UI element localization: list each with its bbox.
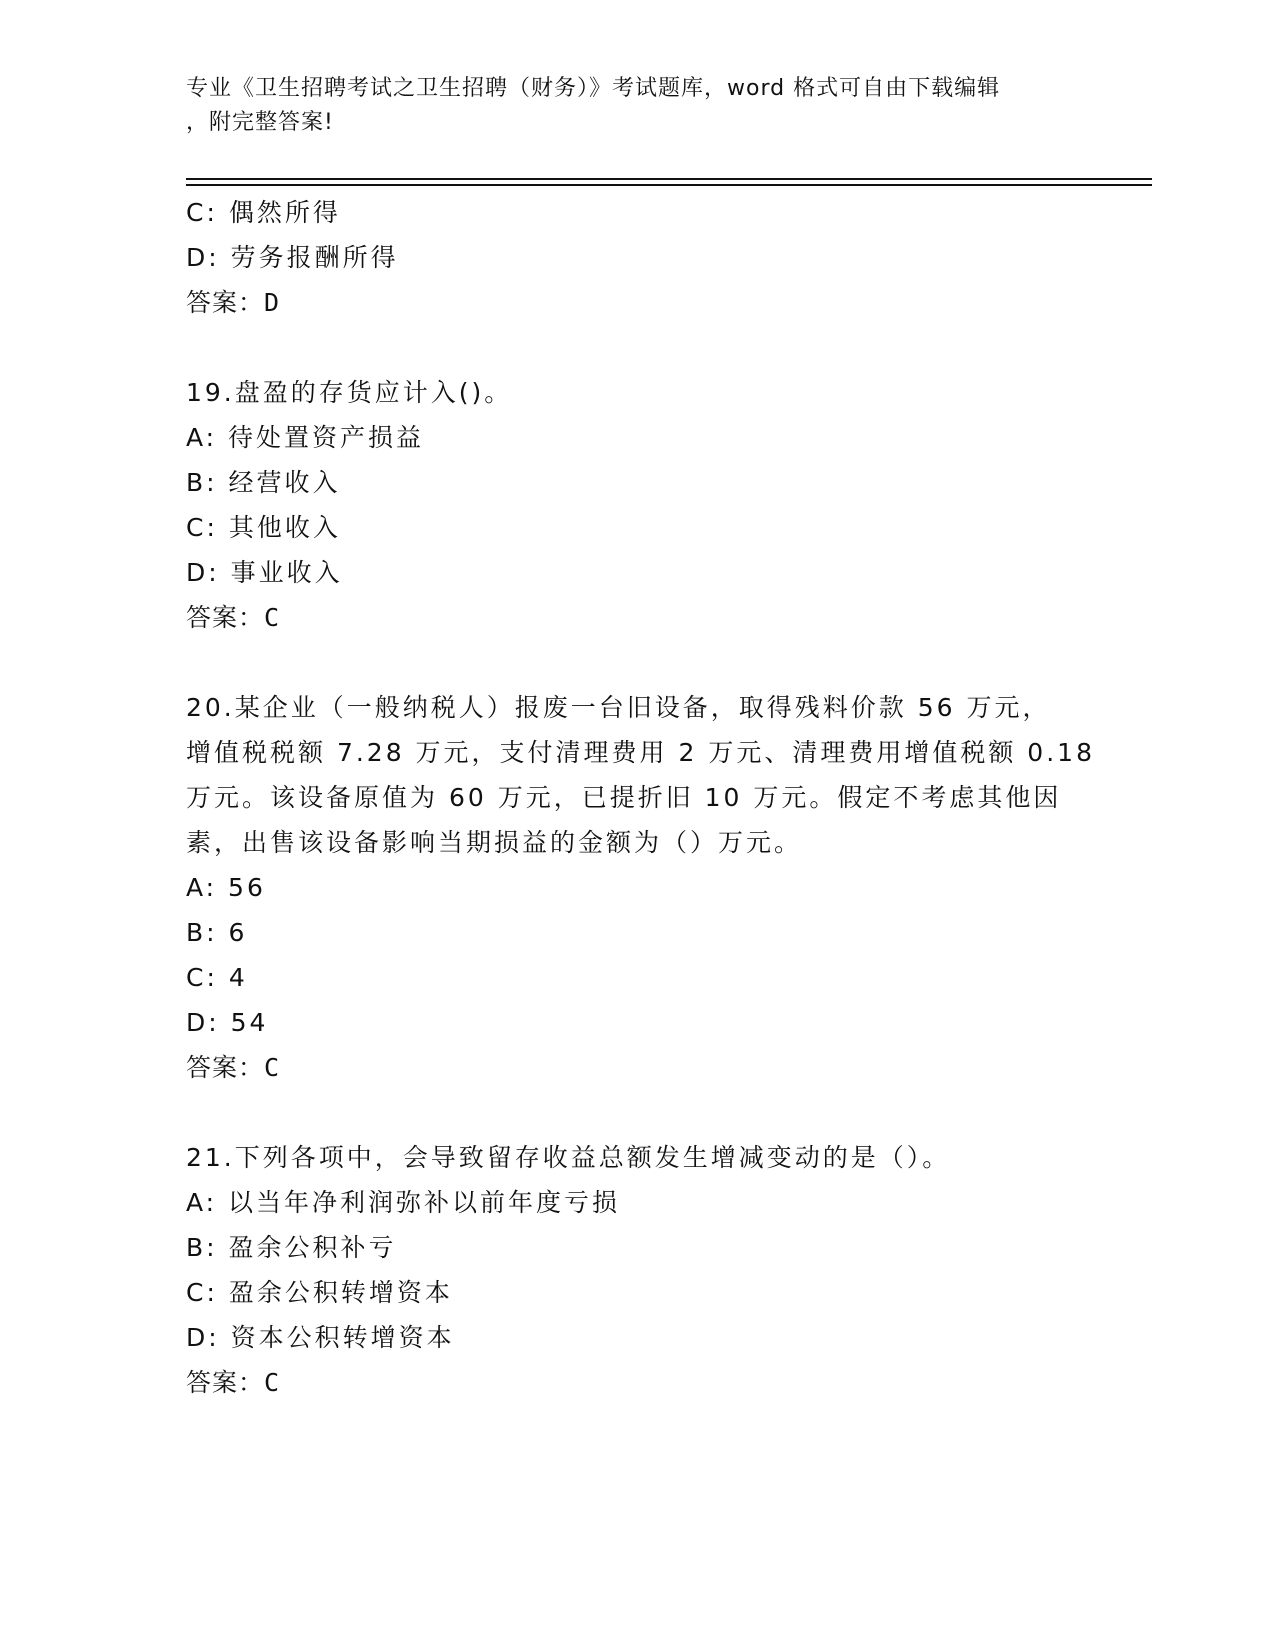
question-text-line-3: 万元。该设备原值为 60 万元，已提折旧 10 万元。假定不考虑其他因 <box>186 783 1062 812</box>
spacer <box>186 640 1106 685</box>
answer-value: C <box>264 1053 281 1082</box>
header-divider-top <box>186 178 1152 180</box>
question-20 <box>186 685 1106 1090</box>
question-text-line-2: 增值税税额 7.28 万元，支付清理费用 2 万元、清理费用增值税额 0.18 <box>186 738 1095 767</box>
option-c: C: 4 <box>186 963 248 992</box>
option-b: B: 经营收入 <box>186 468 341 497</box>
option-d: D: 54 <box>186 1008 269 1037</box>
header-divider-bottom <box>186 184 1152 186</box>
option-b: B: 6 <box>186 918 248 947</box>
spacer <box>186 1090 1106 1135</box>
answer-value: C <box>264 603 281 632</box>
header-line-2: ，附完整答案! <box>186 110 334 135</box>
question-19 <box>186 370 1106 640</box>
answer-value: C <box>264 1368 281 1397</box>
option-d: D: 事业收入 <box>186 558 343 587</box>
answer-label: 答案： <box>186 1053 265 1082</box>
header-line-1: 专业《卫生招聘考试之卫生招聘（财务）》考试题库，word 格式可自由下载编辑 <box>186 76 1001 101</box>
option-d: D: 资本公积转增资本 <box>186 1323 455 1352</box>
option-a: A: 待处置资产损益 <box>186 423 425 452</box>
document-header <box>186 72 1086 140</box>
answer-line <box>186 1360 1106 1405</box>
question-text: 21.下列各项中，会导致留存收益总额发生增减变动的是（）。 <box>186 1143 951 1172</box>
question-18-tail <box>186 190 1106 325</box>
option-c: C: 盈余公积转增资本 <box>186 1278 453 1307</box>
option-c: C: 偶然所得 <box>186 198 341 227</box>
answer-label: 答案： <box>186 603 265 632</box>
answer-line <box>186 1045 1106 1090</box>
option-c: C: 其他收入 <box>186 513 341 542</box>
question-list <box>186 190 1106 1405</box>
answer-line <box>186 280 1106 325</box>
answer-value: D <box>264 288 281 317</box>
question-21 <box>186 1135 1106 1405</box>
option-b: B: 盈余公积补亏 <box>186 1233 397 1262</box>
question-text: 19.盘盈的存货应计入()。 <box>186 378 513 407</box>
question-text-line-4: 素，出售该设备影响当期损益的金额为（）万元。 <box>186 828 803 857</box>
answer-line <box>186 595 1106 640</box>
answer-label: 答案： <box>186 288 265 317</box>
spacer <box>186 325 1106 370</box>
option-d: D: 劳务报酬所得 <box>186 243 399 272</box>
question-text-line-1: 20.某企业（一般纳税人）报废一台旧设备，取得残料价款 56 万元， <box>186 693 1051 722</box>
option-a: A: 以当年净利润弥补以前年度亏损 <box>186 1188 621 1217</box>
answer-label: 答案： <box>186 1368 265 1397</box>
option-a: A: 56 <box>186 873 266 902</box>
